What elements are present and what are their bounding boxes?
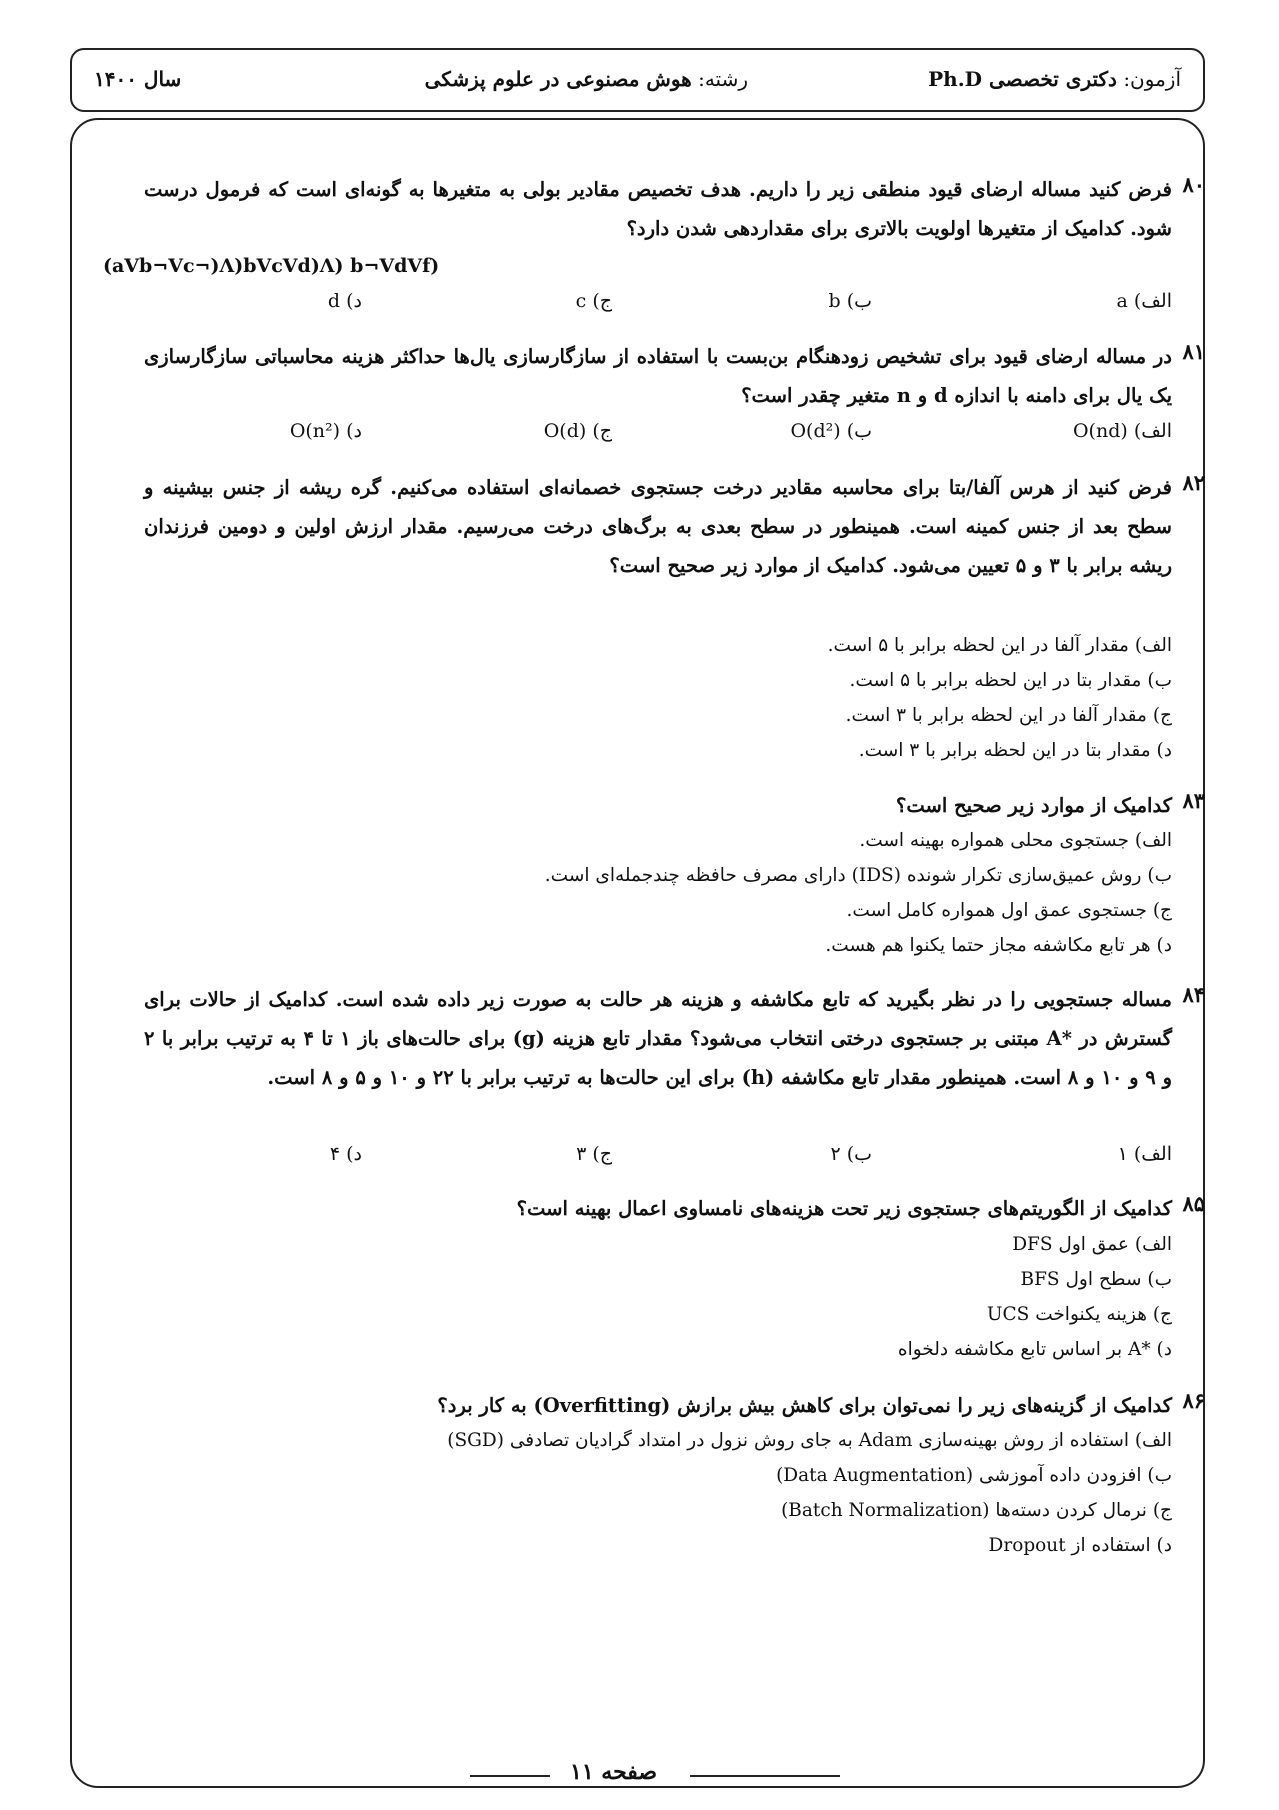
question-text: فرض کنید از هرس آلفا/بتا برای محاسبه مقادیر درخت جستجوی خصمانه‌ای استفاده می‌کنیم. گره ریشه از جنس بیشینه و سطح بعد از جنس کمینه است. همینطور در سطح بعدی به برگ‌های درخت می‌رسیم. مقدار ارزش اولین و دومین فرزندان ریشه برابر با ۳ و ۵ تعیین می‌شود. کدامیک از موارد زیر صحیح است؟ bbox=[144, 476, 1172, 577]
page-number: صفحه ۱۱ bbox=[570, 1759, 658, 1785]
options-row bbox=[144, 1143, 1172, 1177]
question-number: ۸۳ bbox=[1182, 788, 1205, 813]
option-d: د) هر تابع مکاشفه مجاز حتما یکنوا هم هست. bbox=[825, 935, 1172, 956]
options-row bbox=[144, 290, 1172, 324]
option-b: ب) O(d²) bbox=[790, 420, 872, 442]
question-text: کدامیک از الگوریتم‌های جستجوی زیر تحت هزینه‌های نامساوی اعمال بهینه است؟ bbox=[516, 1197, 1172, 1220]
option-b: ب) مقدار بتا در این لحظه برابر با ۵ است. bbox=[849, 670, 1172, 691]
option-d: د) استفاده از Dropout bbox=[988, 1535, 1172, 1556]
option-c: ج) ۳ bbox=[576, 1143, 612, 1165]
option-c: ج) O(d) bbox=[543, 420, 612, 442]
option-a: الف) ۱ bbox=[1117, 1143, 1172, 1165]
exam-header bbox=[70, 48, 1205, 112]
footer-rule-right bbox=[690, 1775, 840, 1777]
question-text: کدامیک از موارد زیر صحیح است؟ bbox=[895, 794, 1172, 817]
question-number: ۸۰ bbox=[1182, 172, 1205, 197]
option-c: ج) جستجوی عمق اول همواره کامل است. bbox=[846, 900, 1172, 921]
option-b: ب) افزودن داده آموزشی (Data Augmentation) bbox=[776, 1465, 1172, 1486]
question-number: ۸۴ bbox=[1182, 982, 1205, 1007]
question-text: در مساله ارضای قیود برای تشخیص زودهنگام بن‌بست با استفاده از سازگارسازی یال‌ها حداکثر هزینه محاسباتی سازگارسازی یک یال برای دامنه با اندازه d و n متغیر چقدر است؟ bbox=[144, 345, 1172, 407]
exam-name: آزمون: دکتری تخصصی Ph.D bbox=[928, 67, 1181, 91]
option-b: ب) روش عمیق‌سازی تکرار شونده (IDS) دارای مصرف حافظه چندجمله‌ای است. bbox=[544, 865, 1172, 886]
option-b: ب) b bbox=[828, 290, 872, 312]
option-d: د) *A بر اساس تابع مکاشفه دلخواه bbox=[897, 1339, 1172, 1360]
option-a: الف) عمق اول DFS bbox=[1012, 1234, 1172, 1255]
question-text: مساله جستجویی را در نظر بگیرید که تابع مکاشفه و هزینه هر حالت به صورت زیر داده شده است. کدامیک از حالات برای گسترش در *A مبتنی بر جستجوی درختی انتخاب می‌شود؟ مقدار تابع هزینه (g) برای حالت‌های باز ۱ تا ۴ به ترتیب برابر با ۲ و ۹ و ۱۰ و ۸ است. همینطور مقدار تابع مکاشفه (h) برای این حالت‌ها به ترتیب برابر با ۲۲ و ۱۰ و ۵ و ۸ است. bbox=[144, 988, 1173, 1089]
question-text: کدامیک از گزینه‌های زیر را نمی‌توان برای کاهش بیش برازش (Overfitting) به کار برد؟ bbox=[437, 1394, 1172, 1417]
question-number: ۸۵ bbox=[1182, 1191, 1205, 1216]
question-number: ۸۲ bbox=[1182, 470, 1205, 495]
option-c: ج) هزینه یکنواخت UCS bbox=[986, 1304, 1172, 1325]
question-number: ۸۱ bbox=[1182, 339, 1205, 364]
option-a: الف) جستجوی محلی همواره بهینه است. bbox=[859, 830, 1172, 851]
option-a: الف) O(nd) bbox=[1072, 420, 1172, 442]
option-c: ج) c bbox=[575, 290, 612, 312]
option-a: الف) a bbox=[1116, 290, 1172, 312]
question-number: ۸۶ bbox=[1182, 1388, 1205, 1413]
option-a: الف) استفاده از روش بهینه‌سازی Adam به جای روش نزول در امتداد گرادیان تصادفی (SGD) bbox=[447, 1430, 1172, 1451]
option-d: د) مقدار بتا در این لحظه برابر با ۳ است. bbox=[858, 740, 1172, 761]
option-c: ج) نرمال کردن دسته‌ها (Batch Normalization) bbox=[781, 1500, 1172, 1521]
option-d: د) ۴ bbox=[329, 1143, 362, 1165]
field-name: رشته: هوش مصنوعی در علوم پزشکی bbox=[424, 67, 748, 91]
options-row bbox=[144, 420, 1172, 454]
option-c: ج) مقدار آلفا در این لحظه برابر با ۳ است. bbox=[845, 705, 1172, 726]
option-b: ب) سطح اول BFS bbox=[1020, 1269, 1172, 1290]
logic-formula: (aVb¬Vc¬)Λ)bVcVd)Λ) b¬VdVf) bbox=[103, 255, 440, 277]
option-d: د) O(n²) bbox=[289, 420, 362, 442]
option-a: الف) مقدار آلفا در این لحظه برابر با ۵ است. bbox=[827, 635, 1172, 656]
question-text: فرض کنید مساله ارضای قیود منطقی زیر را داریم. هدف تخصیص مقادیر بولی به متغیرها به گونه‌ای است که فرمول درست شود. کدامیک از متغیرها اولویت بالاتری برای مقداردهی شدن دارد؟ bbox=[144, 178, 1172, 240]
option-d: د) d bbox=[327, 290, 362, 312]
footer-rule-left bbox=[470, 1775, 550, 1777]
page-footer bbox=[0, 1759, 1279, 1799]
exam-year: سال ۱۴۰۰ bbox=[94, 67, 182, 91]
option-b: ب) ۲ bbox=[830, 1143, 872, 1165]
